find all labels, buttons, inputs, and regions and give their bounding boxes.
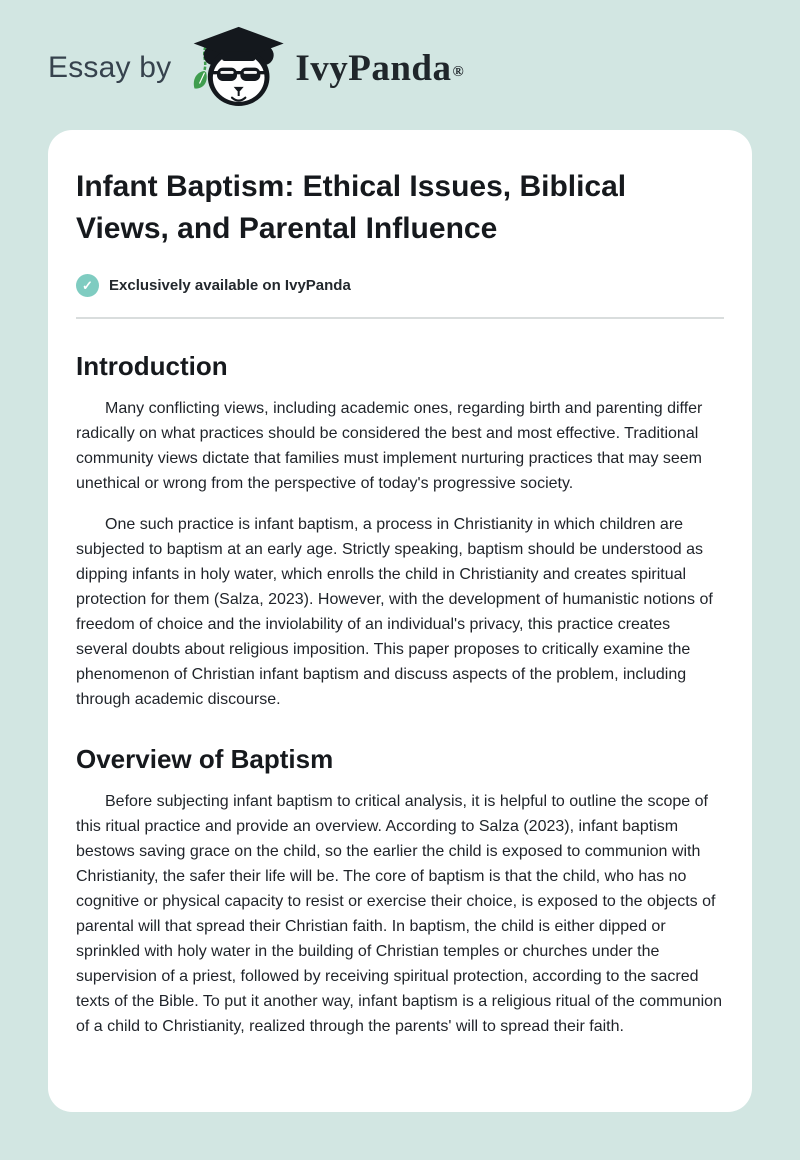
registered-mark: ® <box>452 63 464 80</box>
essay-title: Infant Baptism: Ethical Issues, Biblical Views, and Parental Influence <box>76 170 627 245</box>
section-overview-of-baptism <box>76 744 724 1039</box>
paragraph: One such practice is infant baptism, a process in Christianity in which children are subjected to baptism at an early age. Strictly speaking, baptism should be understood as dipping infants in holy water, which enrolls the child in Christianity and creates spiritual protection for them (Salza, 2023). However, with the development of humanistic notions of freedom of choice and the inviolability of an individual's privacy, this practice creates several doubts about religious imposition. This paper proposes to critically examine the phenomenon of Christian infant baptism and discuss aspects of the problem, including through academic discourse. <box>76 516 713 708</box>
section-heading-introduction: Introduction <box>76 351 228 381</box>
availability-badge <box>76 274 724 297</box>
check-icon: ✓ <box>76 274 99 297</box>
essay-by-label: Essay by <box>48 51 172 84</box>
brand-wordmark: IvyPanda <box>295 47 452 89</box>
brand-logo-link[interactable] <box>187 25 462 112</box>
ivypanda-panda-logo-icon <box>187 25 287 112</box>
divider <box>76 317 724 319</box>
section-introduction <box>76 351 724 712</box>
availability-badge-label: Exclusively available on IvyPanda <box>109 277 351 294</box>
section-heading-overview: Overview of Baptism <box>76 744 334 774</box>
page-header <box>0 0 800 130</box>
paragraph: Before subjecting infant baptism to critical analysis, it is helpful to outline the scope of this ritual practice and provide an overview. According to Salza (2023), infant baptism bestows saving grace on the child, so the earlier the child is exposed to communion with Christianity, the safer their life will be. The core of baptism is that the child, who has no cognitive or physical capacity to resist or exercise their choice, is exposed to the objects of parental will that spread their Christian faith. In baptism, the child is either dipped or sprinkled with holy water in the building of Christian temples or churches under the supervision of a priest, followed by receiving spiritual protection, according to the sacred texts of the Bible. To put it another way, infant baptism is a religious ritual of the communion of a child to Christianity, realized through the parents' will to spread their faith. <box>76 793 722 1035</box>
paragraph: Many conflicting views, including academic ones, regarding birth and parenting differ radically on what practices should be considered the best and most effective. Traditional community views dictate that families must implement nurturing practices that may seem unethical or wrong from the perspective of today's progressive society. <box>76 400 703 492</box>
essay-card <box>48 130 752 1112</box>
